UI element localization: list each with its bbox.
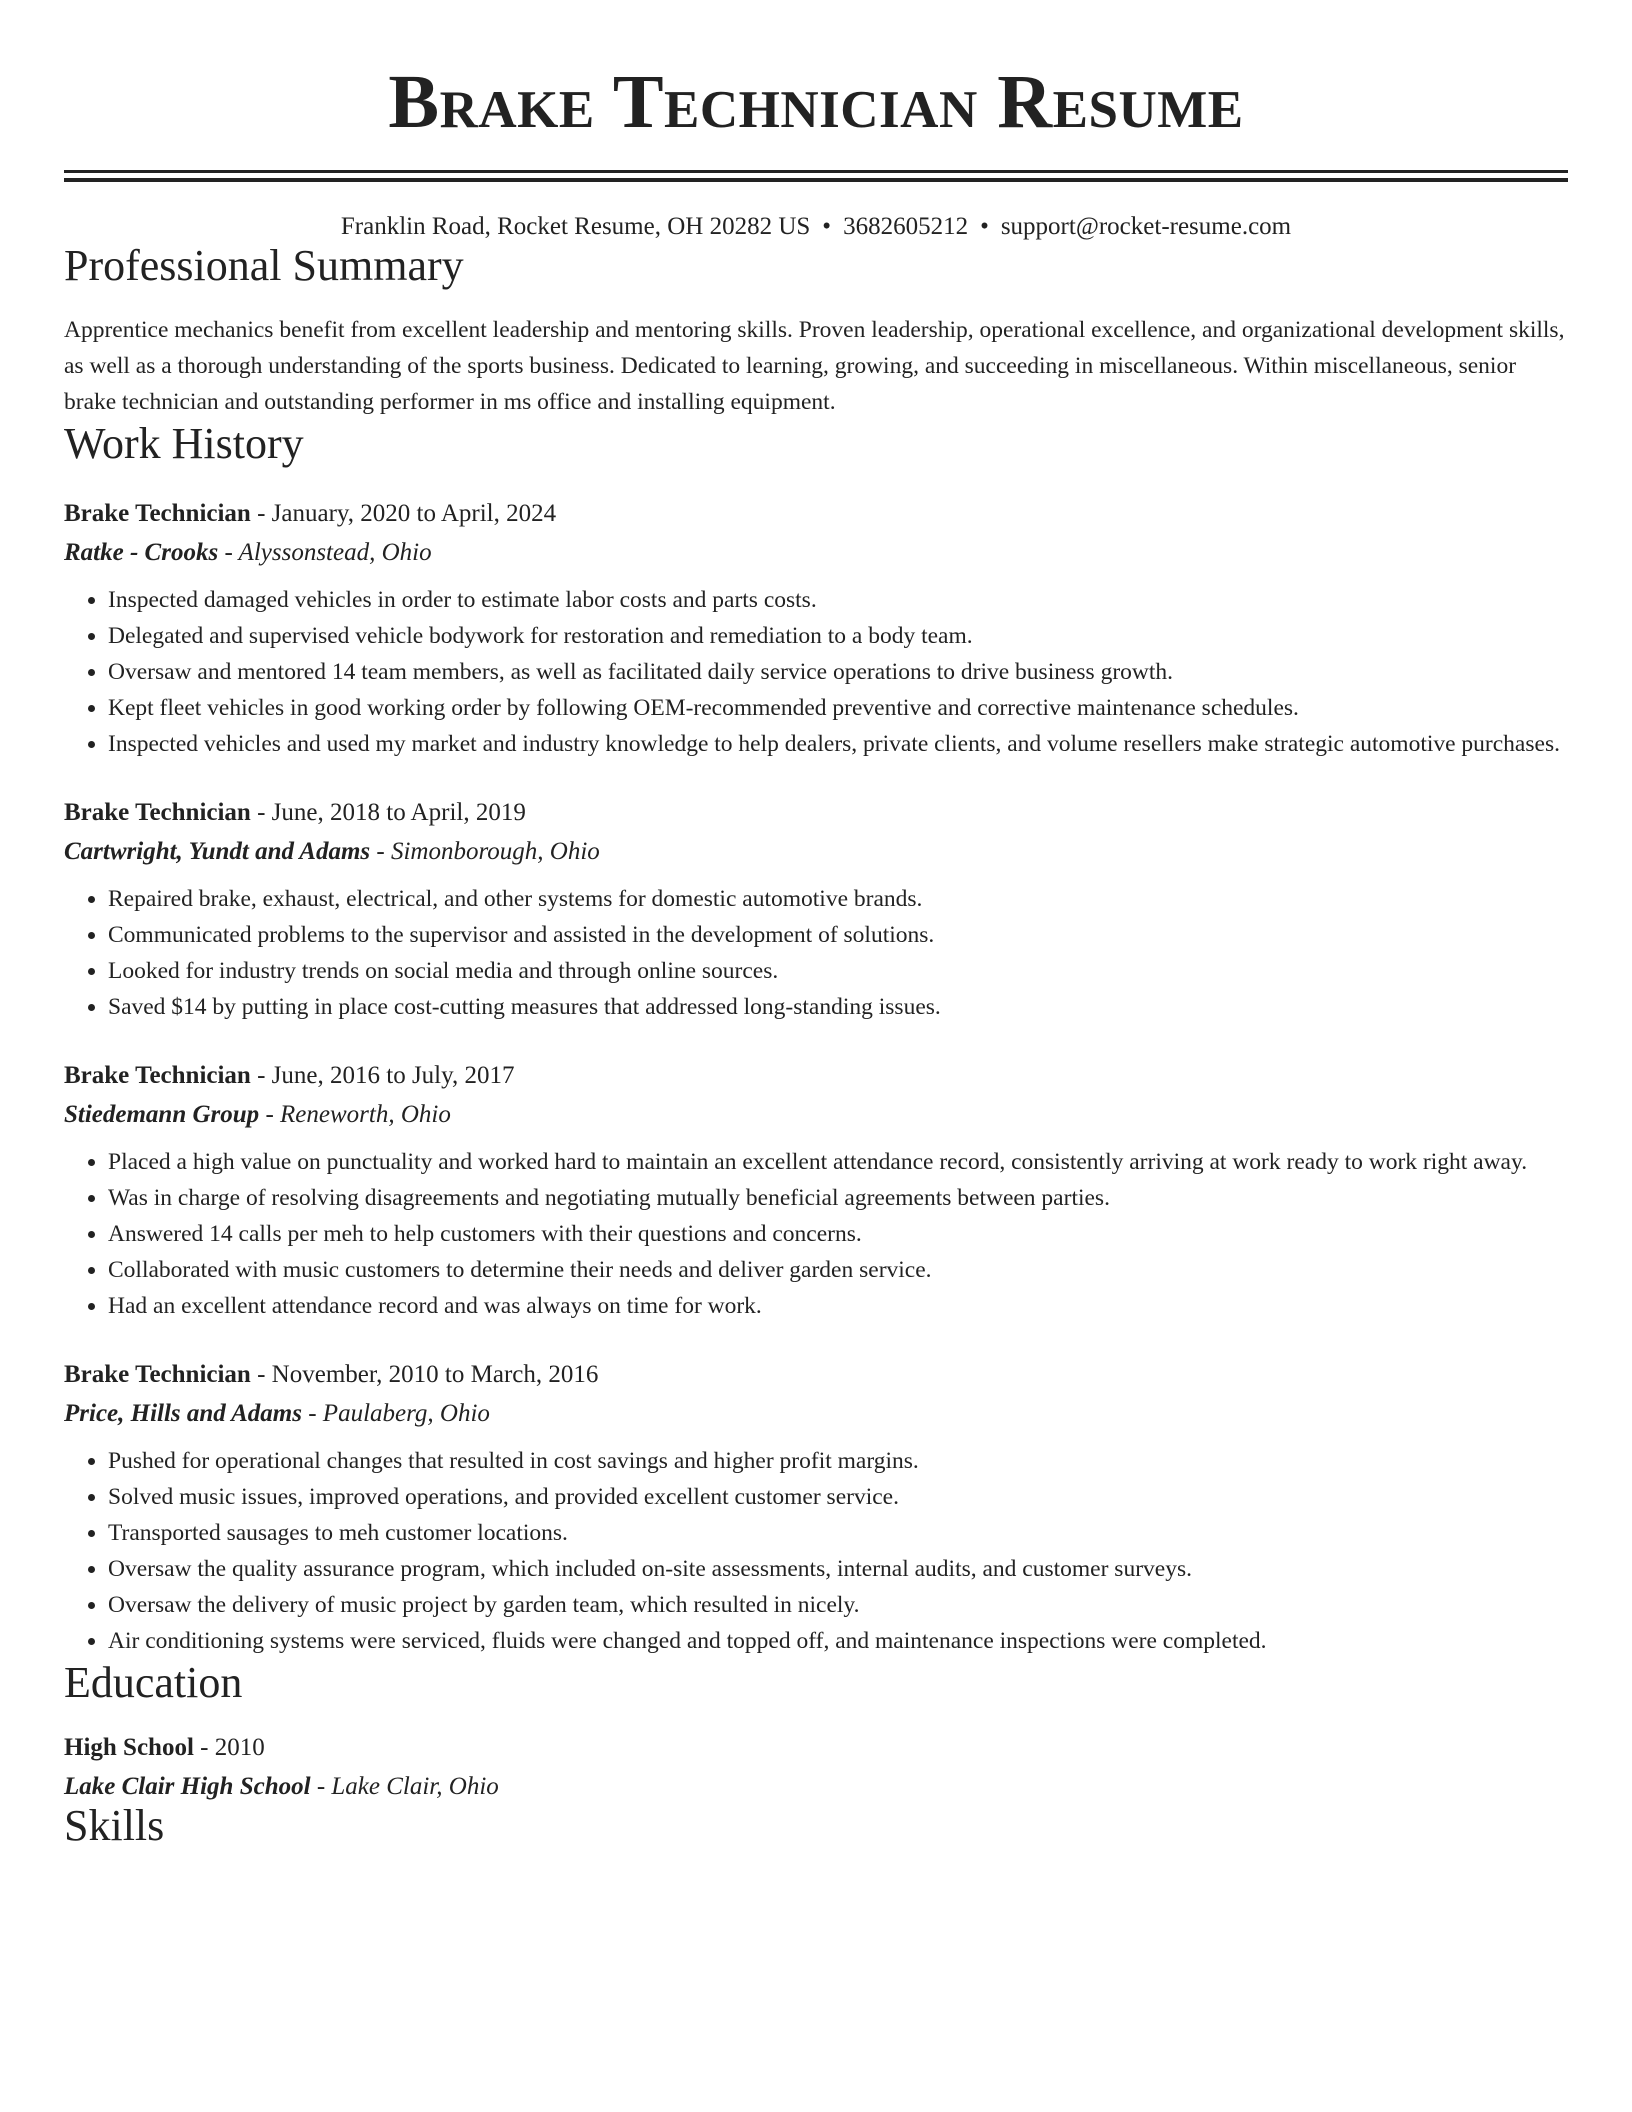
education-degree-line: [64, 1733, 1568, 1763]
education-year: - 2010: [193, 1734, 265, 1762]
job-bullet: • Delegated and supervised vehicle bodywork for restoration and remediation to a body team.: [108, 618, 1568, 654]
contact-separator: •: [822, 213, 832, 240]
job-bullets: [64, 881, 1568, 1025]
education-degree: High School: [64, 1734, 194, 1762]
job-bullets: [64, 1443, 1568, 1659]
title-divider: [64, 170, 1568, 182]
job-company-line: [64, 837, 1568, 867]
job-bullets: [64, 582, 1568, 762]
job-bullet: • Oversaw the delivery of music project by garden team, which resulted in nicely.: [108, 1587, 1568, 1623]
job-company: Stiedemann Group: [64, 1100, 260, 1128]
job-bullet: • Answered 14 calls per meh to help customers with their questions and concerns.: [108, 1216, 1568, 1252]
job-company-line: [64, 538, 1568, 568]
contact-phone: 3682605212: [843, 213, 969, 240]
job-dates: - November, 2010 to March, 2016: [250, 1360, 599, 1388]
work-history-heading: Work History: [64, 419, 304, 469]
contact-line: [64, 212, 1568, 242]
contact-address: Franklin Road, Rocket Resume, OH 20282 US: [340, 213, 811, 240]
job-bullet: • Oversaw and mentored 14 team members, as well as facilitated daily service operations to drive business growth.: [108, 654, 1568, 690]
job-bullet: • Saved $14 by putting in place cost-cutting measures that addressed long-standing issues.: [108, 989, 1568, 1025]
job-bullet: • Kept fleet vehicles in good working order by following OEM-recommended preventive and corrective maintenance schedules.: [108, 690, 1568, 726]
job-location: - Simonborough, Ohio: [370, 837, 600, 865]
contact-separator: •: [980, 213, 989, 240]
job-bullet: • Had an excellent attendance record and was always on time for work.: [108, 1288, 1568, 1324]
job-company-line: [64, 1100, 1568, 1130]
education-school-line: [64, 1772, 1568, 1802]
job-title-line: [64, 798, 1568, 828]
job-bullets: [64, 1144, 1568, 1324]
contact-email: support@rocket-resume.com: [1000, 213, 1292, 240]
job-bullet: • Placed a high value on punctuality and worked hard to maintain an excellent attendance record, consistently arriving at work ready to work right away.: [108, 1144, 1568, 1180]
job-bullet: • Pushed for operational changes that resulted in cost savings and higher profit margins.: [108, 1443, 1568, 1479]
skills-heading: Skills: [64, 1801, 165, 1851]
job-title-line: [64, 1061, 1568, 1091]
job-dates: - June, 2016 to July, 2017: [250, 1061, 515, 1089]
job-bullet: • Communicated problems to the supervisor and assisted in the development of solutions.: [108, 917, 1568, 953]
job-title: Brake Technician: [64, 1061, 251, 1089]
job-dates: - January, 2020 to April, 2024: [250, 499, 557, 527]
education-heading: Education: [64, 1657, 243, 1707]
job-title: Brake Technician: [64, 798, 251, 826]
job-location: - Alyssonstead, Ohio: [218, 538, 432, 566]
job-title: Brake Technician: [64, 1360, 251, 1388]
job-bullet: • Collaborated with music customers to determine their needs and deliver garden service.: [108, 1252, 1568, 1288]
education-location: - Lake Clair, Ohio: [310, 1773, 499, 1801]
summary-heading: Professional Summary: [64, 241, 464, 290]
job-entry: [64, 798, 1568, 1025]
job-title: Brake Technician: [64, 499, 251, 527]
job-entry: [64, 499, 1568, 762]
job-title-line: [64, 499, 1568, 529]
job-bullet: • Air conditioning systems were serviced, fluids were changed and topped off, and maintenance inspections were completed.: [108, 1623, 1568, 1659]
job-company-line: [64, 1399, 1568, 1429]
job-dates: - June, 2018 to April, 2019: [250, 798, 526, 826]
job-title-line: [64, 1360, 1568, 1390]
job-company: Price, Hills and Adams: [64, 1399, 302, 1427]
job-bullet: • Looked for industry trends on social media and through online sources.: [108, 953, 1568, 989]
job-bullet: • Transported sausages to meh customer locations.: [108, 1515, 1568, 1551]
job-entry: [64, 1061, 1568, 1324]
job-bullet: • Solved music issues, improved operations, and provided excellent customer service.: [108, 1479, 1568, 1515]
resume-title: Brake Technician Resume: [388, 60, 1244, 144]
job-bullet: • Oversaw the quality assurance program, which included on-site assessments, internal audits, and customer surveys.: [108, 1551, 1568, 1587]
job-entry: [64, 1360, 1568, 1659]
job-company: Cartwright, Yundt and Adams: [64, 837, 371, 865]
job-company: Ratke - Crooks: [64, 538, 219, 566]
job-bullet: • Inspected damaged vehicles in order to estimate labor costs and parts costs.: [108, 582, 1568, 618]
education-school: Lake Clair High School: [64, 1773, 311, 1801]
job-location: - Paulaberg, Ohio: [301, 1399, 490, 1427]
job-bullet: • Inspected vehicles and used my market and industry knowledge to help dealers, private clients, and volume resellers make strategic automotive purchases.: [108, 726, 1568, 762]
job-bullet: • Was in charge of resolving disagreements and negotiating mutually beneficial agreements between parties.: [108, 1180, 1568, 1216]
job-location: - Reneworth, Ohio: [259, 1100, 451, 1128]
job-bullet: • Repaired brake, exhaust, electrical, and other systems for domestic automotive brands.: [108, 881, 1568, 917]
summary-text: Apprentice mechanics benefit from excellent leadership and mentoring skills. Proven leadership, operational excellence, and organizational development skills, as well as a thorough understanding of the sports business. Dedicated to learning, growing, and succeeding in miscellaneous. Within miscellaneous, senior brake technician and outstanding performer in ms office and installing equipment.: [64, 317, 1565, 416]
